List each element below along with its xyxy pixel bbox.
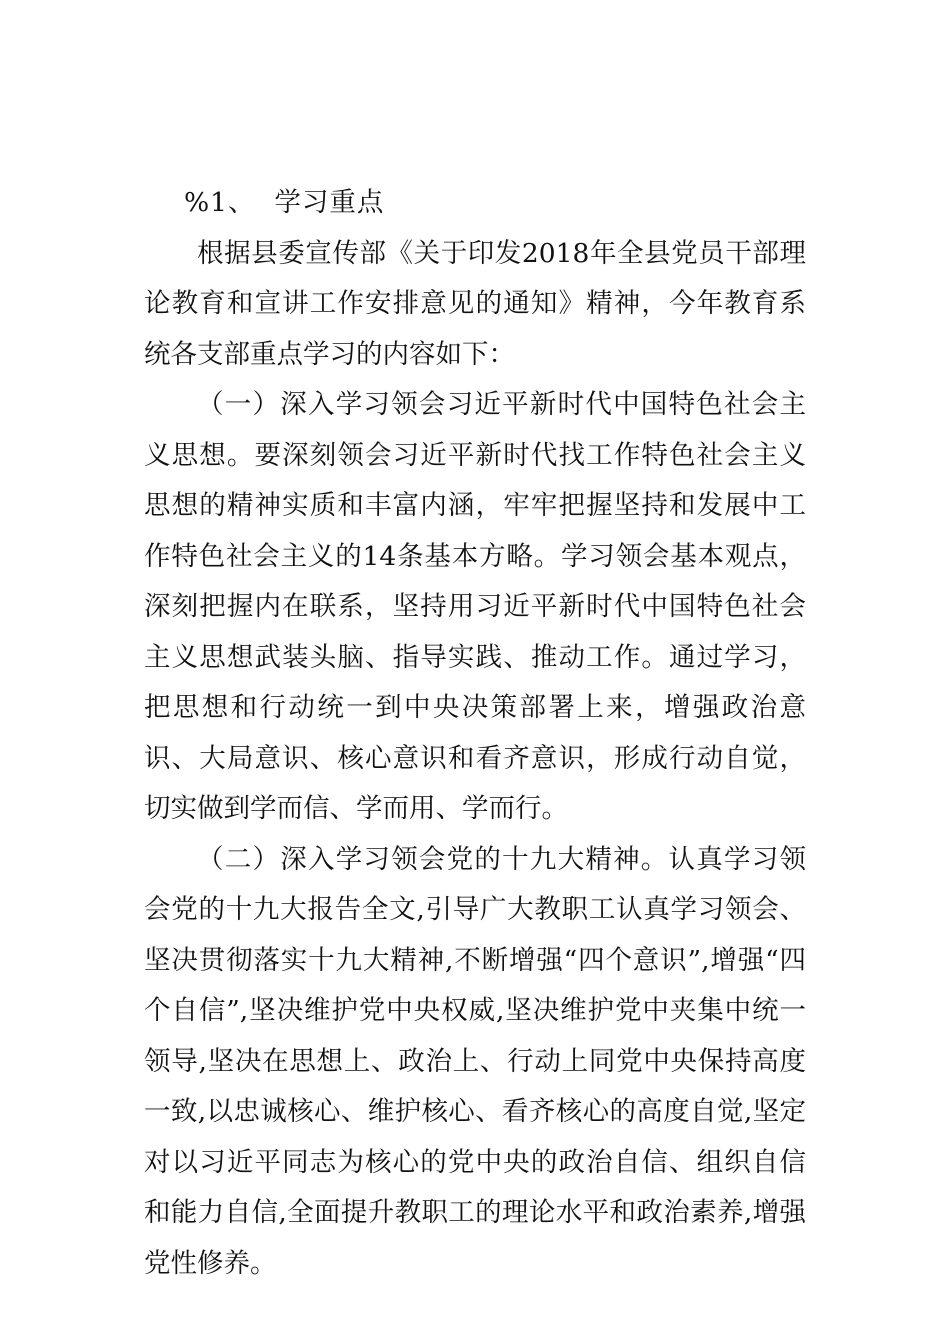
section-heading: %1、 学习重点 (184, 187, 385, 218)
document-body (144, 178, 806, 1289)
intro-paragraph: 根据县委宣传部《关于印发2018年全县党员干部理论教育和宣讲工作安排意见的通知》精神，今年教育系统各支部重点学习的内容如下： (144, 237, 806, 370)
paragraph-study-congress: （二）深入学习领会党的十九大精神。认真学习领会党的十九大报告全文,引导广大教职工认真学习领会、坚决贯彻落实十九大精神,不断增强“四个意识”,增强“四个自信”,坚决维护党中央权威,坚决维护党中夹集中统一领导,坚决在思想上、政治上、行动上同党中央保持高度一致,以忠诚核心、维护核心、看齐核心的高度自觉,坚定对以习近平同志为核心的党中央的政治自信、组织自信和能力自信,全面提升教职工的理论水平和政治素养,增强党性修养。 (144, 843, 806, 1279)
paragraph-study-thought: （一）深入学习领会习近平新时代中国特色社会主义思想。要深刻领会习近平新时代找工作特色社会主义思想的精神实质和丰富内涵，牢牢把握坚持和发展中工作特色社会主义的14条基本方略。学习领会基本观点，深刻把握内在联系，坚持用习近平新时代中国特色社会主义思想武装头脑、指导实践、推动工作。通过学习，把思想和行动统一到中央决策部署上来，增强政治意识、大局意识、核心意识和看齐意识，形成行动自觉，切实做到学而信、学而用、学而行。 (144, 389, 806, 824)
